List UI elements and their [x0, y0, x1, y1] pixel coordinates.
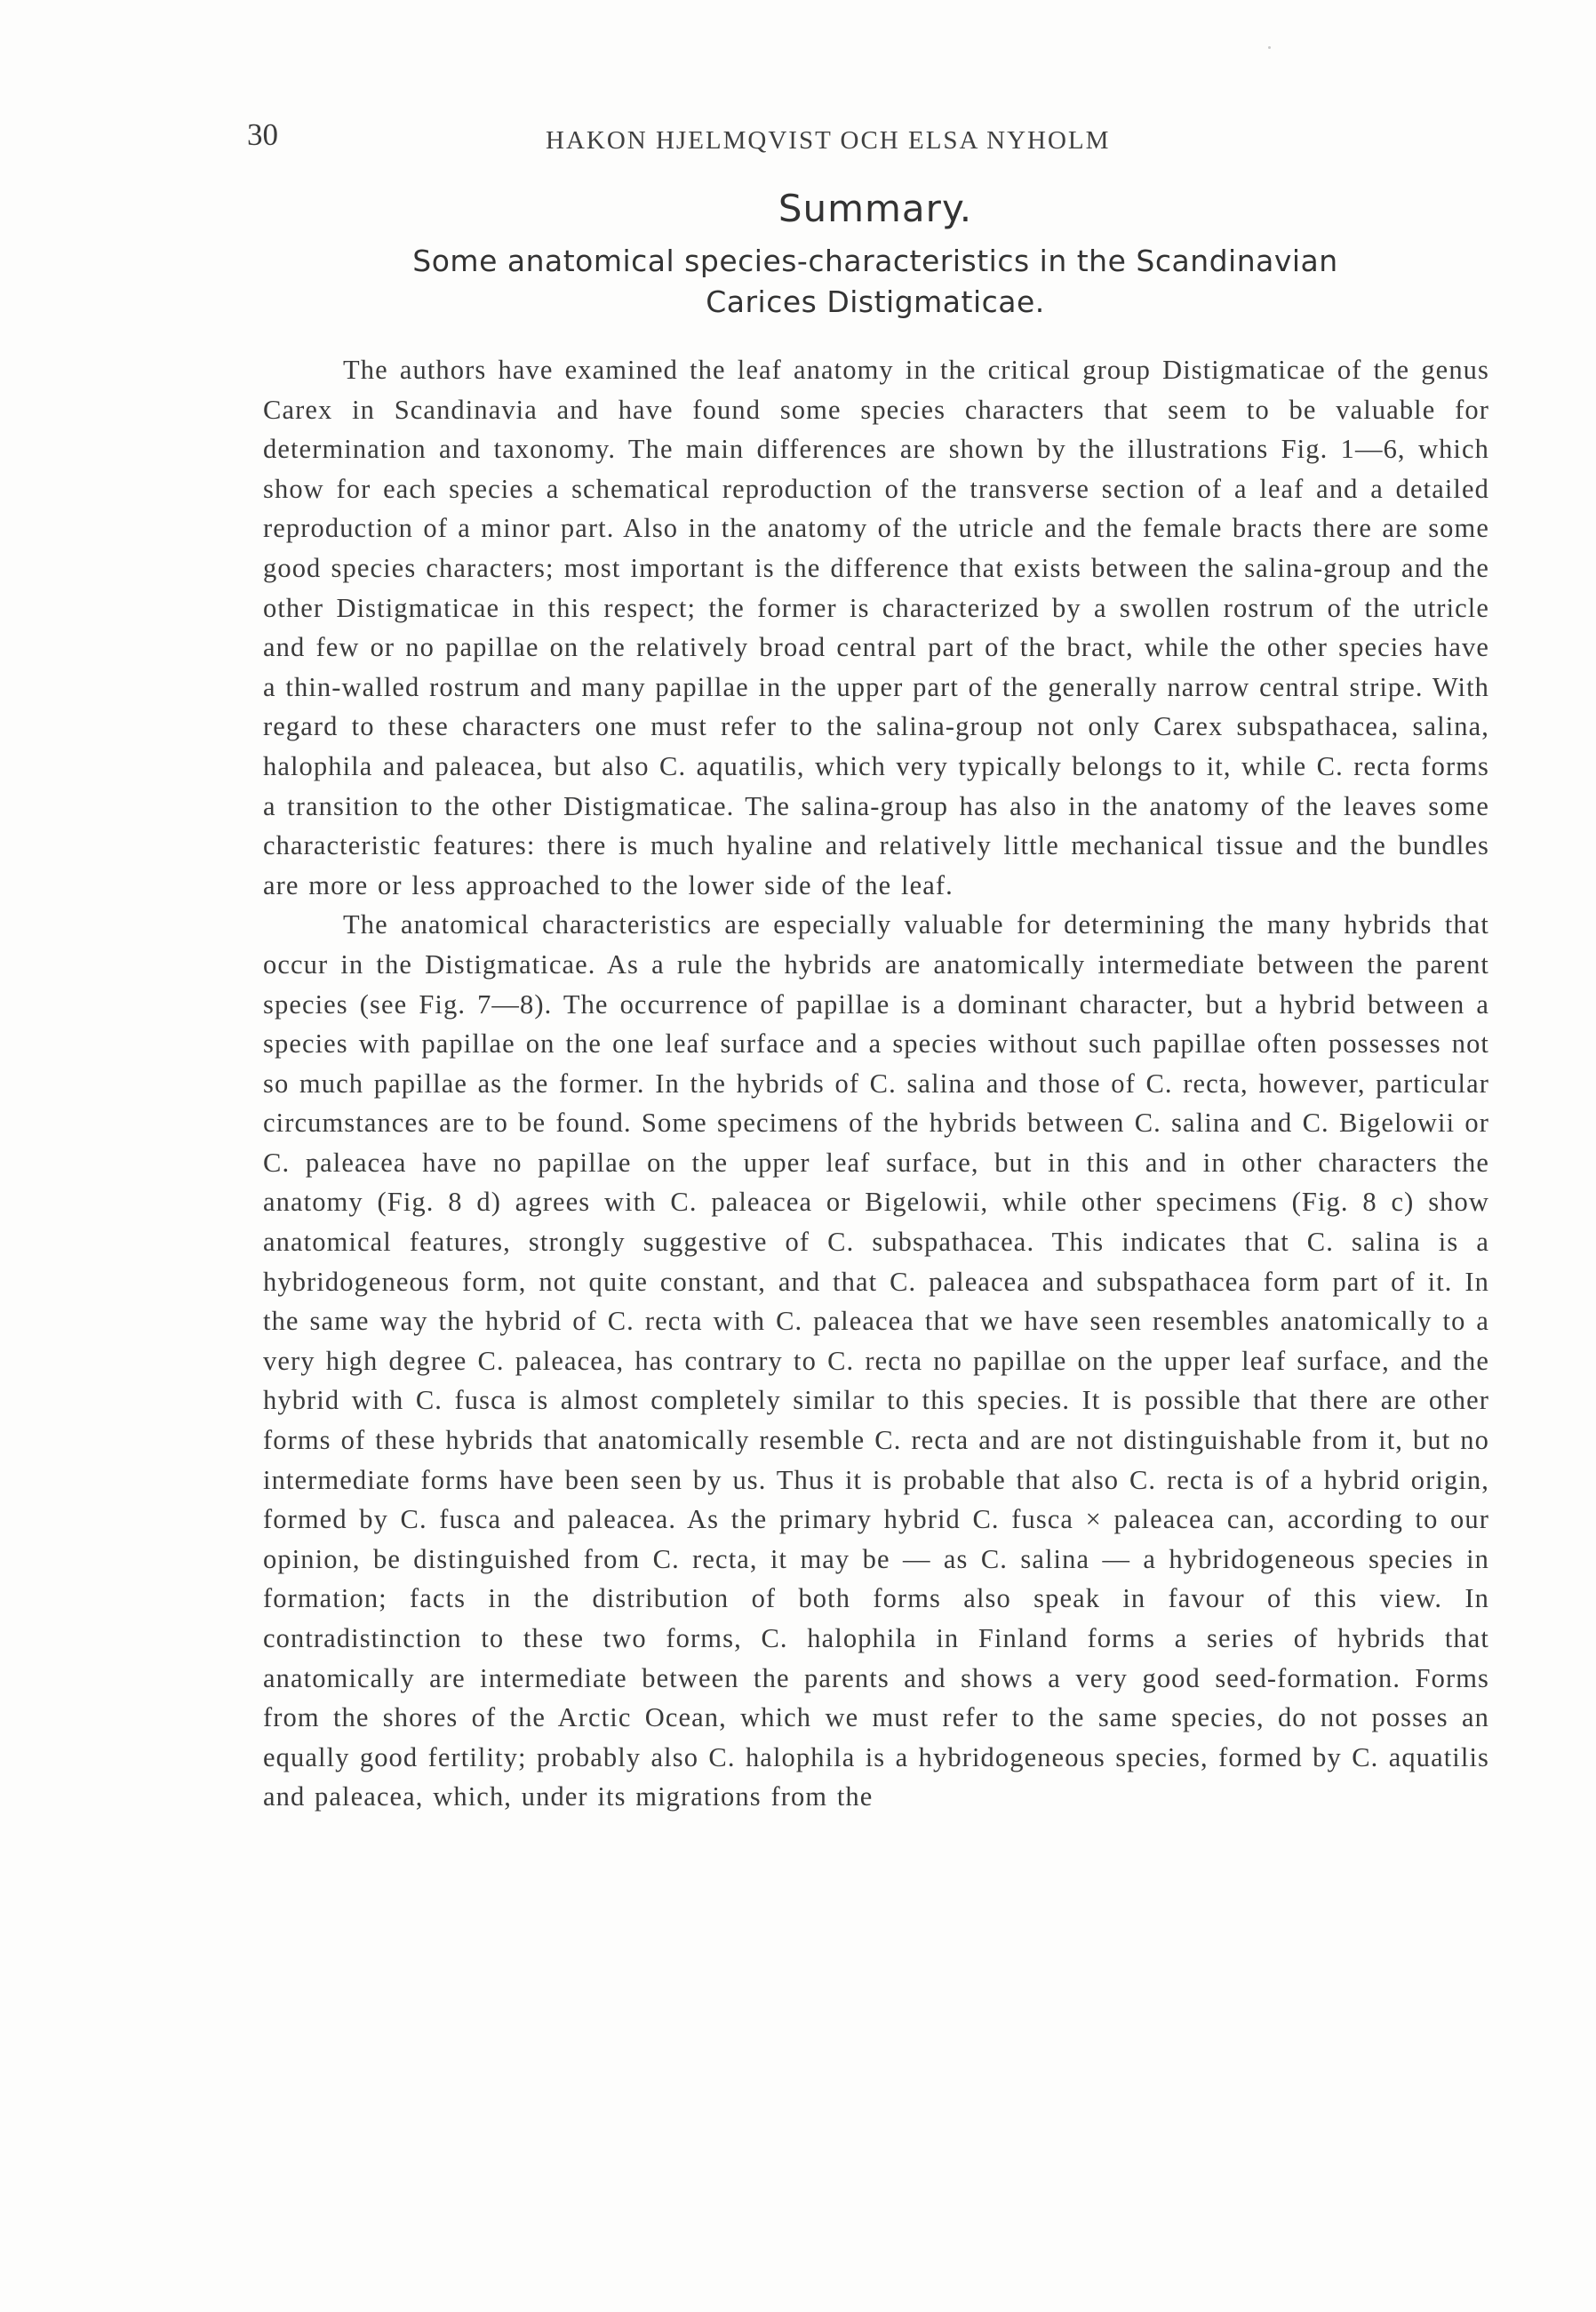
- paper-speck: [1268, 46, 1271, 49]
- page-header: [247, 117, 1491, 162]
- paragraph-2: The anatomical characteristics are especially valuable for determining the many hybrids that occur in the Distigmaticae. As a rule the hybrids are anatomically intermediate between the parent species (see Fig. 7—8). The occurrence of papillae is a dominant character, but a hybrid between a species with papillae on the one leaf surface and a species without such papillae often possesses not so much papillae as the former. In the hybrids of C. salina and those of C. recta, however, particular circumstances are to be found. Some specimens of the hybrids between C. salina and C. Bigelowii or C. paleacea have no papillae on the upper leaf surface, but in this and in other characters the anatomy (Fig. 8 d) agrees with C. paleacea or Bigelowii, while other specimens (Fig. 8 c) show anatomical features, strongly suggestive of C. subspathacea. This indicates that C. salina is a hybridogeneous form, not quite constant, and that C. paleacea and subspathacea form part of it. In the same way the hybrid of C. recta with C. paleacea that we have seen resembles anatomically to a very high degree C. paleacea, has contrary to C. recta no papillae on the upper leaf surface, and the hybrid with C. fusca is almost completely similar to this species. It is possible that there are other forms of these hybrids that anatomically resemble C. recta and are not distinguishable from it, but no intermediate forms have been seen by us. Thus it is probable that also C. recta is of a hybrid origin, formed by C. fusca and paleacea. As the primary hybrid C. fusca × paleacea can, according to our opinion, be distinguished from C. recta, it may be — as C. salina — a hybridogeneous species in formation; facts in the distribution of both forms also speak in favour of this view. In contradistinction to these two forms, C. halophila in Finland forms a series of hybrids that anatomically are intermediate between the parents and shows a very good seed-formation. Forms from the shores of the Arctic Ocean, which we must refer to the same species, do not posses an equally good fertility; probably also C. halophila is a hybridogeneous species, formed by C. aquatilis and paleacea, which, under its migrations from the: [263, 909, 1489, 1812]
- page-number: 30: [247, 117, 278, 152]
- title-block: [258, 187, 1493, 323]
- running-head: HAKON HJELMQVIST OCH ELSA NYHOLM: [546, 126, 1111, 155]
- paragraph-1: The authors have examined the leaf anatomy in the critical group Distigmaticae of the genus Carex in Scandinavia and have found some species characters that seem to be valuable for determination and taxonomy. The main differences are shown by the illustrations Fig. 1—6, which show for each species a schematical reproduction of the transverse section of a leaf and a detailed reproduction of a minor part. Also in the anatomy of the utricle and the female bracts there are some good species characters; most important is the difference that exists between the salina-group and the other Distigmaticae in this respect; the former is characterized by a swollen rostrum of the utricle and few or no papillae on the relatively broad central part of the bract, while the other species have a thin-walled rostrum and many papillae in the upper part of the generally narrow central stripe. With regard to these characters one must refer to the salina-group not only Carex subspathacea, salina, halophila and paleacea, but also C. aquatilis, which very typically belongs to it, while C. recta forms a transition to the other Distigmaticae. The salina-group has also in the anatomy of the leaves some characteristic features: there is much hyaline and relatively little mechanical tissue and the bundles are more or less approached to the lower side of the leaf.: [263, 355, 1489, 900]
- subtitle-line-1: Some anatomical species-characteristics in the Scandinavian: [412, 244, 1338, 278]
- subtitle: [258, 241, 1493, 323]
- subtitle-line-2: Carices Distigmaticae.: [706, 284, 1045, 319]
- summary-title: Summary.: [778, 187, 973, 230]
- body-text: [263, 350, 1489, 1817]
